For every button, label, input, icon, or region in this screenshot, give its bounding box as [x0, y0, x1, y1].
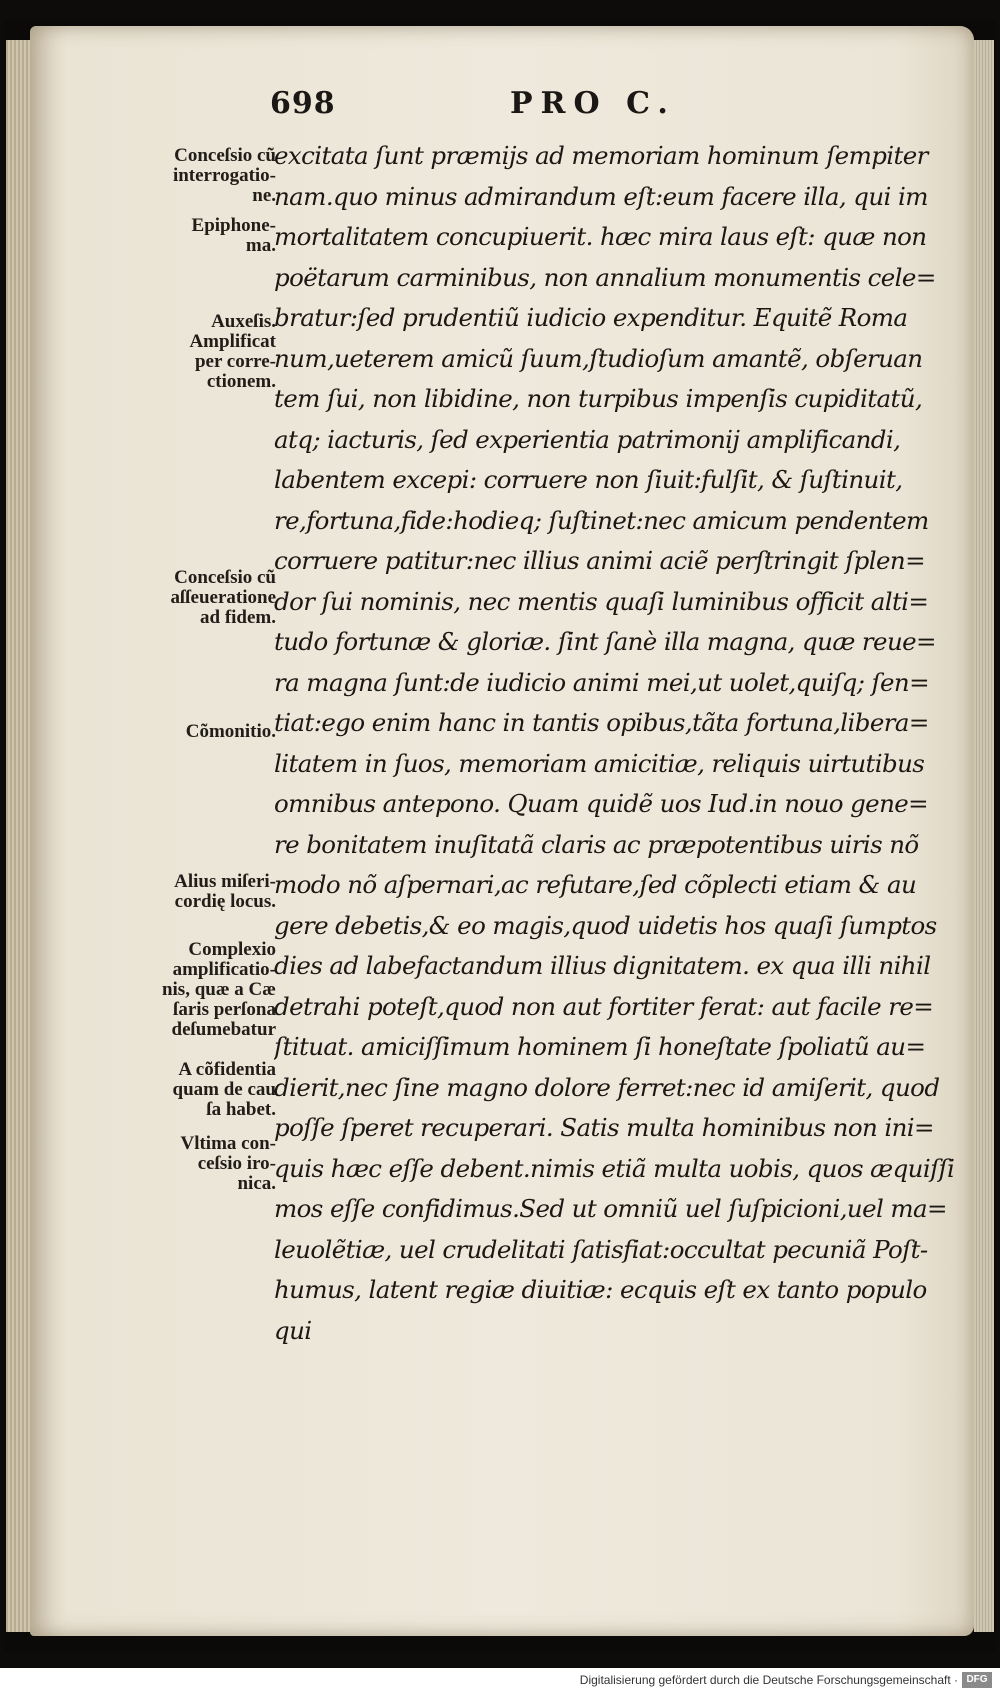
- dfg-logo: DFG: [962, 1672, 992, 1688]
- margin-note-line: nis, quæ a Cæ: [161, 979, 276, 1000]
- text-line: re,fortuna,fide:hodieq; ſuſtinet:nec amicum pendentem: [274, 505, 929, 535]
- margin-note-line: ſa habet.: [206, 1099, 276, 1120]
- margin-note-line: ma.: [245, 235, 276, 256]
- text-line: num,ueterem amicũ ſuum,ſtudioſum amantẽ, obſeruan: [274, 343, 923, 373]
- text-line: modo nõ aſpernari,ac refutare,ſed cõplecti etiam & au: [274, 870, 917, 899]
- margin-note-line: Epiphone-: [191, 215, 276, 236]
- page-number: 698: [270, 86, 336, 121]
- text-line: qui: [274, 1315, 312, 1345]
- margin-note-line: Auxeſis.: [211, 311, 276, 332]
- margin-note-line: Conceſsio cũ: [174, 145, 276, 166]
- margin-note: [173, 146, 276, 206]
- text-line: labentem excepi: corruere non ſiuit:fulſit, & ſuſtinuit,: [274, 465, 903, 494]
- text-line: ſtituat. amiciſſimum hominem ſi honeſtate ſpoliatũ au=: [274, 1032, 926, 1061]
- margin-note-line: Amplificat: [189, 331, 276, 352]
- margin-note: [174, 872, 276, 912]
- text-line: poſſe ſperet recuperari. Satis multa hominibus non ini=: [274, 1113, 934, 1142]
- page-header: [270, 86, 730, 126]
- text-line: tudo fortunæ & gloriæ. ſint ſanè illa magna, quæ reue=: [274, 627, 936, 656]
- margin-note-line: Alius miſeri-: [174, 871, 276, 892]
- footer-bar: [0, 1668, 1000, 1694]
- margin-note: [192, 216, 276, 256]
- text-line: mortalitatem concupiuerit. hæc mira laus eſt: quæ non: [274, 222, 927, 251]
- text-line: ra magna ſunt:de iudicio animi mei,ut uolet,quiſq; ſen=: [274, 667, 930, 697]
- text-line: atq; iacturis, ſed experientia patrimonij amplificandi,: [274, 424, 901, 454]
- margin-note-line: ſaris perſona: [173, 999, 276, 1020]
- text-line: re bonitatem inuſitatã claris ac præpotentibus uiris nõ: [274, 829, 919, 859]
- text-line: nam.quo minus admirandum eſt:eum facere illa, qui im: [274, 181, 928, 211]
- text-line: excitata ſunt præmijs ad memoriam hominum ſempiter: [274, 141, 928, 170]
- text-line: mos eſſe confidimus.Sed ut omniũ uel ſuſpicioni,uel ma=: [274, 1194, 947, 1223]
- margin-note-line: interrogatio-: [172, 165, 276, 186]
- margin-note: [186, 722, 276, 742]
- text-line: humus, latent regiæ diuitiæ: ecquis eſt ex tanto populo: [274, 1275, 927, 1304]
- text-line: gere debetis,& eo magis,quod uidetis hos quaſi ſumptos: [274, 910, 937, 940]
- text-line: detrahi poteſt,quod non aut fortiter ferat: aut facile re=: [274, 991, 934, 1021]
- page-edge-right: [974, 40, 994, 1632]
- text-line: bratur:ſed prudentiũ iudicio expenditur. Equitẽ Roma: [274, 303, 908, 332]
- margin-note-line: Vltima con-: [180, 1133, 276, 1154]
- margin-note-line: nica.: [237, 1173, 276, 1194]
- margin-note: [173, 1060, 276, 1120]
- margin-note-line: amplificatio-: [172, 959, 276, 980]
- text-line: quis hæc eſſe debent.nimis etiã multa uobis, quos æquiſſi: [274, 1153, 955, 1183]
- margin-note-line: ctionem.: [206, 371, 276, 392]
- text-line: poëtarum carminibus, non annalium monumentis cele=: [274, 262, 936, 292]
- margin-note: [180, 1134, 276, 1194]
- page-edge-left: [6, 40, 30, 1632]
- text-line: dor ſui nominis, nec mentis quaſi luminibus officit alti=: [274, 586, 929, 616]
- margin-note-line: ad fidem.: [200, 607, 276, 628]
- margin-note: [170, 568, 276, 628]
- margin-note-line: quam de cau: [172, 1079, 276, 1100]
- running-head: PRO C.: [510, 86, 676, 121]
- margin-note-line: Conceſsio cũ: [174, 567, 276, 588]
- margin-note-line: ne.: [252, 185, 276, 206]
- funding-credit: Digitalisierung gefördert durch die Deutsche Forschungsgemeinschaft ·: [579, 1673, 958, 1687]
- main-text-block: [274, 136, 964, 1351]
- margin-note: [189, 312, 276, 392]
- margin-note-line: A cõfidentia: [178, 1059, 276, 1080]
- margin-note-line: Cõmonitio.: [185, 721, 276, 742]
- text-line: leuolẽtiæ, uel crudelitati ſatisfiat:occultat pecuniã Poſt-: [274, 1234, 928, 1264]
- text-line: dies ad labefactandum illius dignitatem. ex qua illi nihil: [274, 951, 931, 980]
- margin-note-line: ceſsio iro-: [197, 1153, 276, 1174]
- margin-note-line: cordię locus.: [174, 891, 276, 912]
- margin-note-line: aſſeueratione: [170, 587, 276, 608]
- text-line: tem ſui, non libidine, non turpibus impenſis cupiditatũ,: [274, 384, 923, 413]
- margin-note-line: per corre-: [194, 351, 276, 372]
- text-line: omnibus antepono. Quam quidẽ uos Iud.in nouo gene=: [274, 789, 929, 818]
- text-line: corruere patitur:nec illius animi aciẽ perſtringit ſplen=: [274, 546, 926, 575]
- margin-note-line: deſumebatur: [171, 1019, 276, 1040]
- margin-note-line: Complexio: [188, 939, 276, 960]
- text-line: tiat:ego enim hanc in tantis opibus,tãta fortuna,libera=: [274, 708, 929, 737]
- text-line: litatem in ſuos, memoriam amicitiæ, reliquis uirtutibus: [274, 748, 925, 778]
- margin-note: [162, 940, 276, 1040]
- text-line: dierit,nec ſine magno dolore ferret:nec id amiſerit, quod: [274, 1072, 940, 1102]
